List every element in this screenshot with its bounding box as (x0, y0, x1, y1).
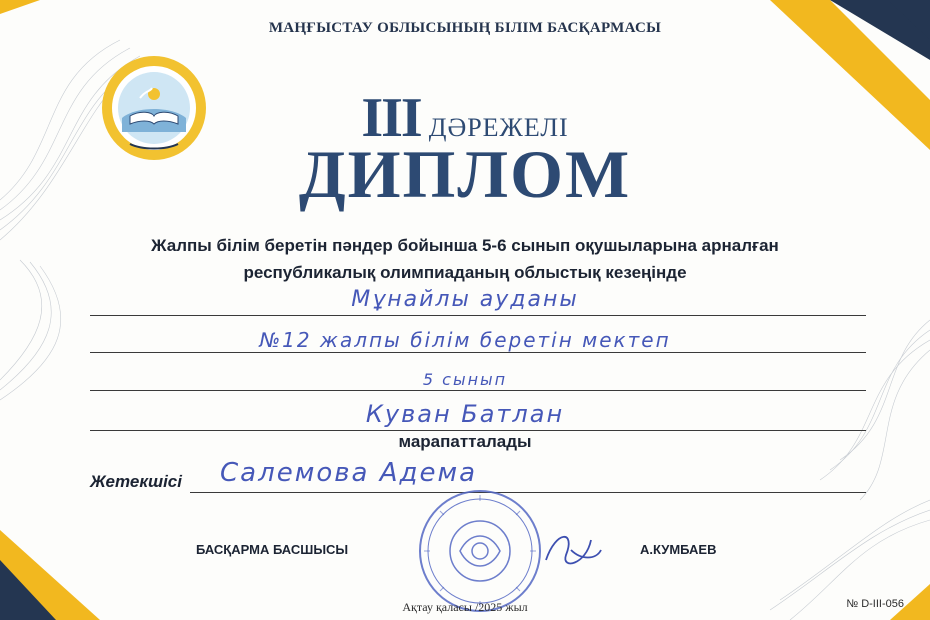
document-number: № D-III-056 (846, 598, 904, 610)
supervisor-handwritten: Салемова Адема (220, 458, 478, 488)
student-handwritten: Куван Батлан (365, 400, 565, 428)
diploma-title: ДИПЛОМ (298, 136, 632, 212)
organization-header: МАҢҒЫСТАУ ОБЛЫСЫНЫҢ БІЛІМ БАСҚАРМАСЫ (268, 20, 662, 36)
district-line (90, 315, 866, 316)
school-handwritten: №12 жалпы білім беретін мектеп (259, 328, 671, 352)
degree-number: III (361, 87, 421, 149)
official-stamp-icon (415, 486, 545, 616)
school-line (90, 352, 866, 353)
district-handwritten: Мұнайлы ауданы (351, 287, 579, 312)
grade-line (90, 390, 866, 391)
handwritten-signature (536, 520, 606, 580)
diploma-description (60, 232, 870, 286)
student-line (90, 430, 866, 431)
award-text: марапатталады (398, 432, 532, 451)
description-line-1: Жалпы білім беретін пәндер бойынша 5-6 сынып оқушыларына арналған (151, 236, 779, 255)
city-year: Ақтау қаласы /2025 жыл (402, 600, 528, 614)
head-of-department-label: БАСҚАРМА БАСШЫСЫ (196, 542, 349, 557)
degree-word: ДӘРЕЖЕЛІ (428, 113, 569, 142)
supervisor-label: Жетекшісі (90, 472, 182, 491)
description-line-2: республикалық олимпиаданың облыстық кезеңінде (243, 263, 687, 282)
head-of-department-name: А.КУМБАЕВ (640, 542, 717, 557)
grade-handwritten: 5 сынып (422, 370, 508, 389)
